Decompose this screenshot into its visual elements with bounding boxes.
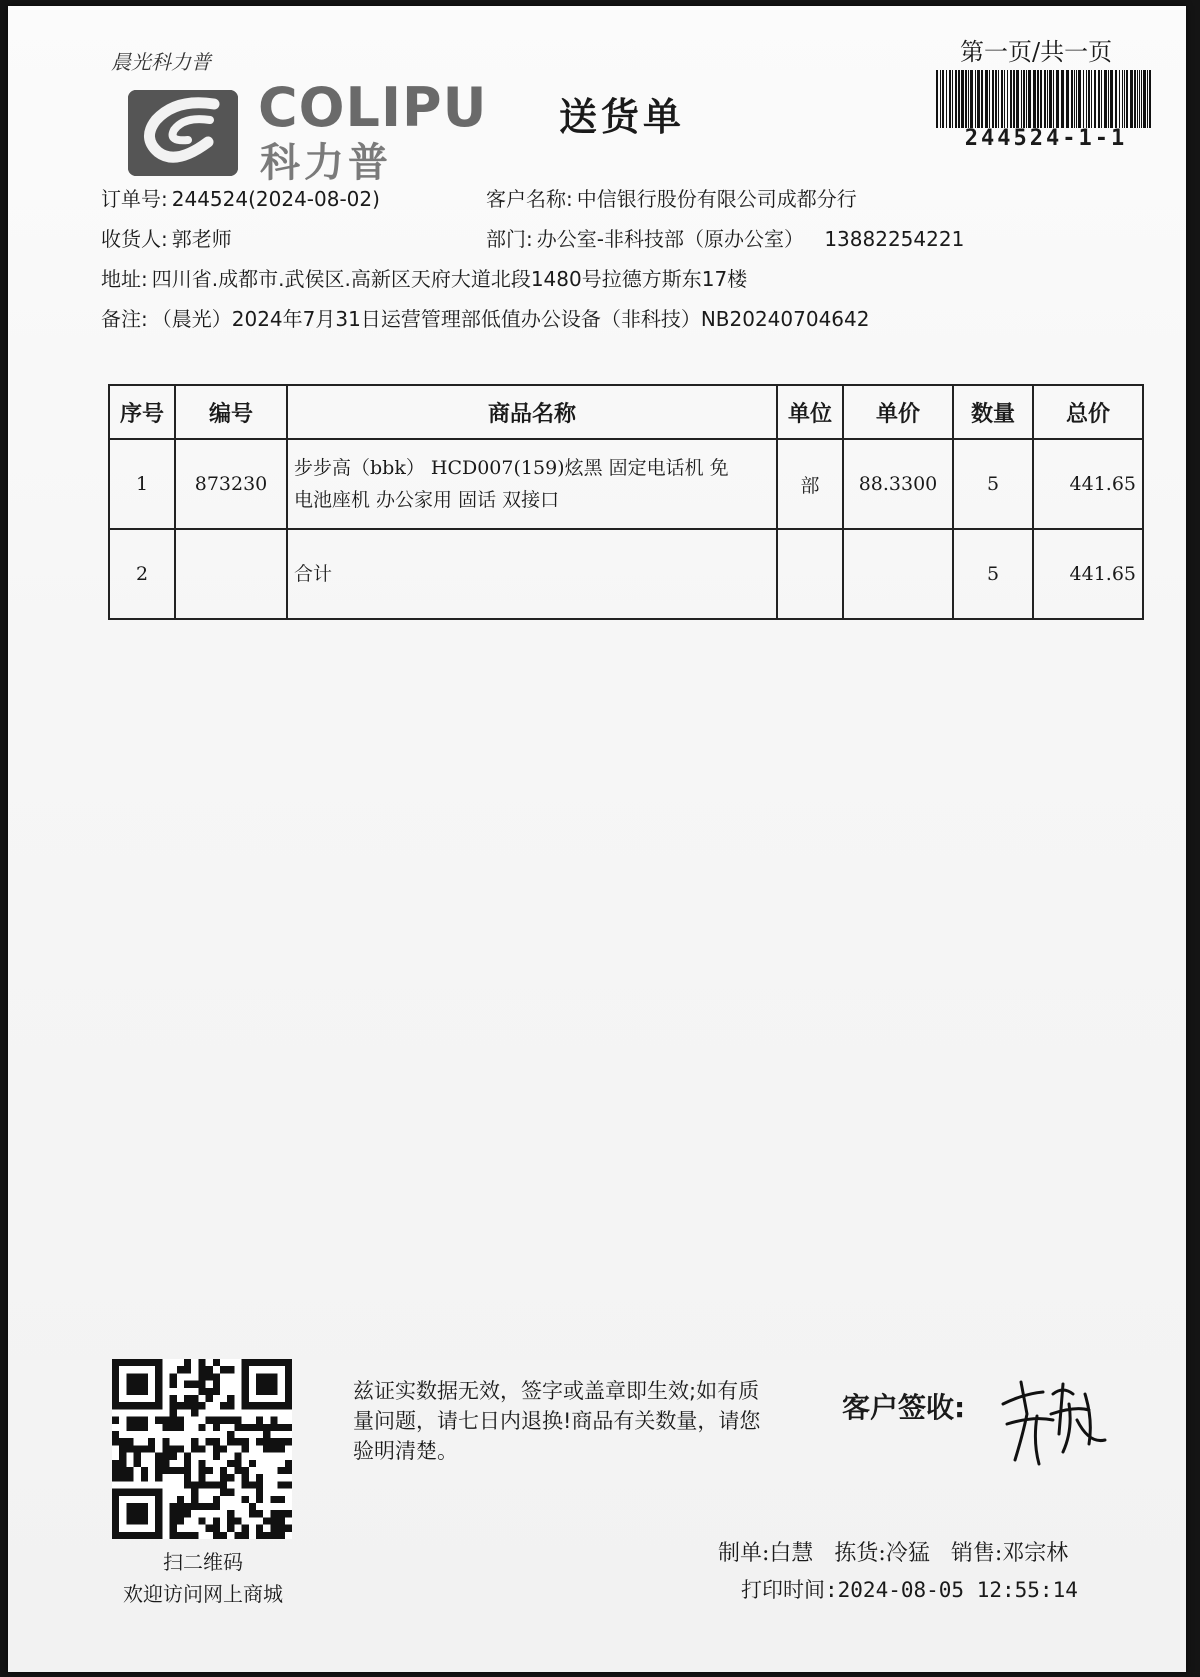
- brand-cn-small: 晨光科力普: [111, 50, 211, 74]
- logo-wordmark-cn: 科力普: [260, 140, 392, 186]
- order-number-label: 订单号:: [101, 187, 168, 211]
- cell-code: [175, 529, 287, 619]
- print-time: 打印时间:2024-08-05 12:55:14: [741, 1578, 1078, 1602]
- department-line: [486, 223, 964, 252]
- department-label: 部门:: [486, 227, 533, 251]
- address-line: [101, 263, 747, 292]
- cell-unit: [777, 529, 843, 619]
- cell-total: 441.65: [1033, 529, 1143, 619]
- document-title: 送货单: [559, 94, 686, 139]
- colipu-logo-icon: [128, 90, 238, 176]
- receiver-line: [101, 223, 232, 252]
- customer-line: [486, 183, 857, 212]
- col-header-total: 总价: [1033, 385, 1143, 439]
- receiver-label: 收货人:: [101, 227, 168, 251]
- delivery-note: [8, 6, 1186, 1672]
- order-number-line: [101, 183, 380, 212]
- cell-unit: 部: [777, 439, 843, 529]
- department: 办公室-非科技部（原办公室）: [536, 227, 804, 251]
- remark: （晨光）2024年7月31日运营管理部低值办公设备（非科技）NB20240704642: [151, 307, 870, 331]
- phone-number: 13882254221: [824, 227, 965, 251]
- col-header-name: 商品名称: [287, 385, 777, 439]
- col-header-unit: 单位: [777, 385, 843, 439]
- cell-name-line1: 步步高（bbk） HCD007(159)炫黑 固定电话机 免: [294, 457, 729, 479]
- col-header-price: 单价: [843, 385, 953, 439]
- remark-label: 备注:: [101, 307, 148, 331]
- receiver-name: 郭老师: [171, 227, 232, 251]
- cell-code: 873230: [175, 439, 287, 529]
- col-header-qty: 数量: [953, 385, 1033, 439]
- barcode-icon: [936, 70, 1154, 128]
- address-label: 地址:: [101, 267, 148, 291]
- qr-caption: [88, 1546, 318, 1610]
- picker: 拣货:冷猛: [834, 1541, 930, 1566]
- cell-name-line2: 电池座机 办公家用 固话 双接口: [294, 489, 560, 511]
- items-table: [108, 384, 1144, 620]
- customer-name: 中信银行股份有限公司成都分行: [576, 187, 857, 211]
- col-header-seq: 序号: [109, 385, 175, 439]
- remark-line: [101, 303, 869, 332]
- handwritten-signature: [993, 1364, 1113, 1474]
- table-row: [109, 439, 1143, 529]
- customer-label: 客户名称:: [486, 187, 573, 211]
- cell-price: 88.3300: [843, 439, 953, 529]
- cell-qty: 5: [953, 529, 1033, 619]
- cell-name-line1: 合计: [294, 563, 333, 585]
- customer-sign-label: 客户签收:: [842, 1391, 966, 1424]
- order-number: 244524(2024-08-02): [171, 187, 380, 211]
- cell-qty: 5: [953, 439, 1033, 529]
- cell-name: [287, 439, 777, 529]
- sales: 销售:邓宗林: [950, 1541, 1069, 1566]
- table-row: [109, 529, 1143, 619]
- logo-wordmark-en: COLIPU: [258, 76, 488, 139]
- cell-total: 441.65: [1033, 439, 1143, 529]
- qr-caption-line1: 扫二维码: [163, 1550, 243, 1574]
- table-header-row: [109, 385, 1143, 439]
- qr-caption-line2: 欢迎访问网上商城: [123, 1582, 283, 1606]
- qr-code-icon: [112, 1359, 292, 1539]
- cell-seq: 1: [109, 439, 175, 529]
- page-info: 第一页/共一页: [960, 38, 1113, 66]
- notice-text: 兹证实数据无效，签字或盖章即生效;如有质量问题，请七日内退换!商品有关数量，请您验明清楚。: [353, 1379, 761, 1463]
- staff-line: [718, 1536, 1082, 1567]
- col-header-code: 编号: [175, 385, 287, 439]
- cell-name: [287, 529, 777, 619]
- maker: 制单:白慧: [718, 1541, 814, 1566]
- barcode-number: 244524-1-1: [964, 126, 1128, 151]
- cell-seq: 2: [109, 529, 175, 619]
- address: 四川省.成都市.武侯区.高新区天府大道北段1480号拉德方斯东17楼: [151, 267, 748, 291]
- cell-price: [843, 529, 953, 619]
